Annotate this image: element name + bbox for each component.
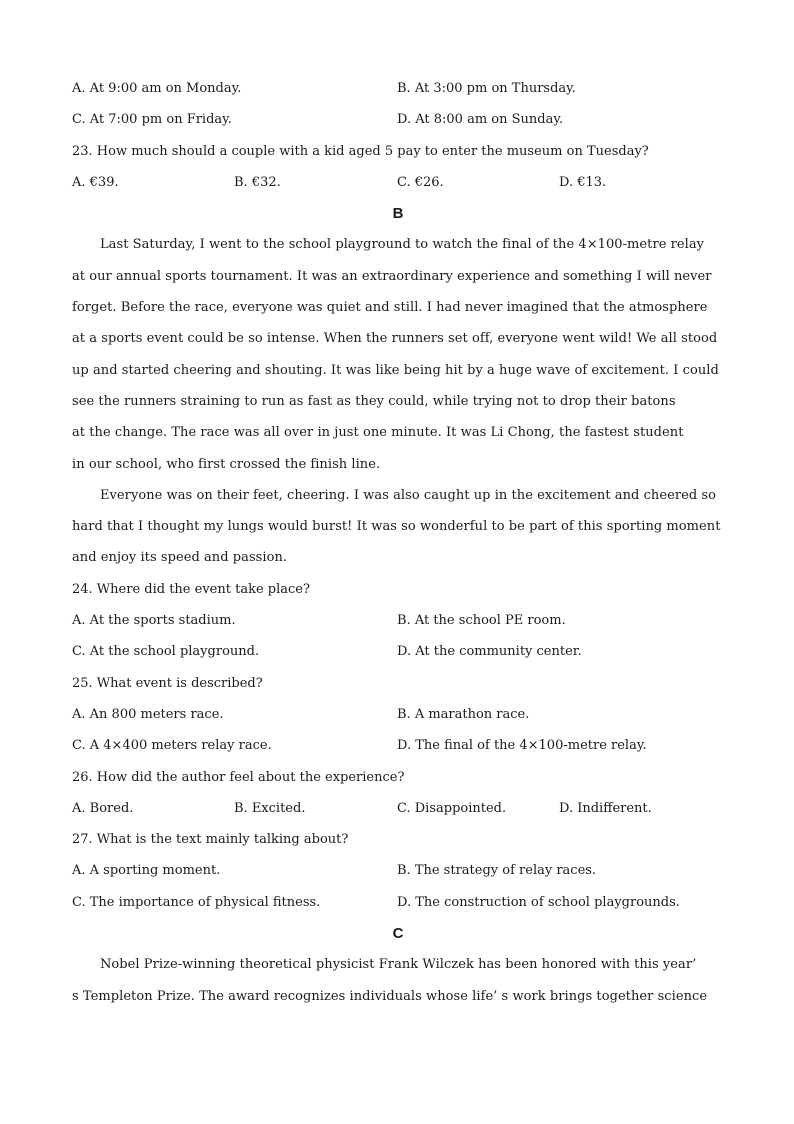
q27-options-row-2 xyxy=(72,887,724,918)
q25-option-d[interactable]: D. The final of the 4×100-metre relay. xyxy=(397,738,647,754)
q27-option-c[interactable]: C. The importance of physical fitness. xyxy=(72,894,321,910)
passage-line: Last Saturday, I went to the school playground to watch the final of the 4×100-metre relay xyxy=(100,237,705,253)
q27-option-d[interactable]: D. The construction of school playgrounds. xyxy=(397,894,680,910)
q24-options-row-1 xyxy=(72,605,724,636)
q25-options-row-2 xyxy=(72,730,724,761)
q26-option-b[interactable]: B. Excited. xyxy=(234,800,306,816)
passage-line: Nobel Prize-winning theoretical physicist Frank Wilczek has been honored with this year’ xyxy=(100,957,697,973)
q23-question: 23. How much should a couple with a kid aged 5 pay to enter the museum on Tuesday? xyxy=(72,143,649,159)
q24-option-b[interactable]: B. At the school PE room. xyxy=(397,613,566,629)
q25-option-c[interactable]: C. A 4×400 meters relay race. xyxy=(72,738,272,754)
q23-option-c[interactable]: C. €26. xyxy=(397,174,444,190)
passage-line: up and started cheering and shouting. It was like being hit by a huge wave of excitement. I could xyxy=(72,362,719,378)
q22-option-b[interactable]: B. At 3:00 pm on Thursday. xyxy=(397,81,576,96)
q23-options-row xyxy=(72,167,724,198)
q25-options-row-1 xyxy=(72,699,724,730)
section-b-title: B xyxy=(392,205,404,223)
q27-option-b[interactable]: B. The strategy of relay races. xyxy=(397,863,597,879)
q22-options-row-1 xyxy=(72,73,724,104)
q27-question: 27. What is the text mainly talking about? xyxy=(72,832,349,848)
q26-option-a[interactable]: A. Bored. xyxy=(72,800,134,816)
section-c-paragraph-1 xyxy=(72,949,724,1012)
q24-option-c[interactable]: C. At the school playground. xyxy=(72,644,260,660)
q22-option-c[interactable]: C. At 7:00 pm on Friday. xyxy=(72,112,232,128)
passage-line: and enjoy its speed and passion. xyxy=(72,550,288,566)
exam-page xyxy=(72,73,724,1012)
q23-option-a[interactable]: A. €39. xyxy=(72,174,119,190)
passage-line: hard that I thought my lungs would burst! It was so wonderful to be part of this sporting moment xyxy=(72,519,721,535)
q25-option-b[interactable]: B. A marathon race. xyxy=(397,706,530,722)
passage-line: at the change. The race was all over in just one minute. It was Li Chong, the fastest student xyxy=(72,425,684,441)
passage-line: see the runners straining to run as fast as they could, while trying not to drop their batons xyxy=(72,393,676,409)
section-b-paragraph-2 xyxy=(72,480,724,574)
q26-question: 26. How did the author feel about the experience? xyxy=(72,769,405,785)
q27-options-row-1 xyxy=(72,855,724,886)
q23-option-b[interactable]: B. €32. xyxy=(234,174,281,190)
q24-options-row-2 xyxy=(72,636,724,667)
passage-line: s Templeton Prize. The award recognizes individuals whose life’ s work brings together science xyxy=(72,988,708,1004)
q22-options-row-2 xyxy=(72,104,724,135)
section-b-paragraph-1 xyxy=(72,229,724,479)
q24-option-d[interactable]: D. At the community center. xyxy=(397,644,582,660)
passage-line: at a sports event could be so intense. When the runners set off, everyone went wild! We all stood xyxy=(72,331,718,347)
q25-option-a[interactable]: A. An 800 meters race. xyxy=(72,706,224,722)
passage-line: forget. Before the race, everyone was quiet and still. I had never imagined that the atmosphere xyxy=(72,300,708,316)
q26-option-d[interactable]: D. Indifferent. xyxy=(559,800,652,816)
q27-option-a[interactable]: A. A sporting moment. xyxy=(72,863,221,879)
q24-question: 24. Where did the event take place? xyxy=(72,581,310,597)
passage-line: at our annual sports tournament. It was an extraordinary experience and something I will never xyxy=(72,268,712,284)
q25-question: 25. What event is described? xyxy=(72,675,263,691)
section-c-title: C xyxy=(392,925,404,943)
passage-line: in our school, who first crossed the finish line. xyxy=(72,456,381,472)
q26-option-c[interactable]: C. Disappointed. xyxy=(397,800,507,816)
q26-options-row xyxy=(72,793,724,824)
q24-option-a[interactable]: A. At the sports stadium. xyxy=(72,613,236,629)
q22-option-a[interactable]: A. At 9:00 am on Monday. xyxy=(72,81,242,96)
q22-option-d[interactable]: D. At 8:00 am on Sunday. xyxy=(397,112,564,128)
q23-option-d[interactable]: D. €13. xyxy=(559,174,607,190)
passage-line: Everyone was on their feet, cheering. I was also caught up in the excitement and cheered so xyxy=(100,487,716,503)
